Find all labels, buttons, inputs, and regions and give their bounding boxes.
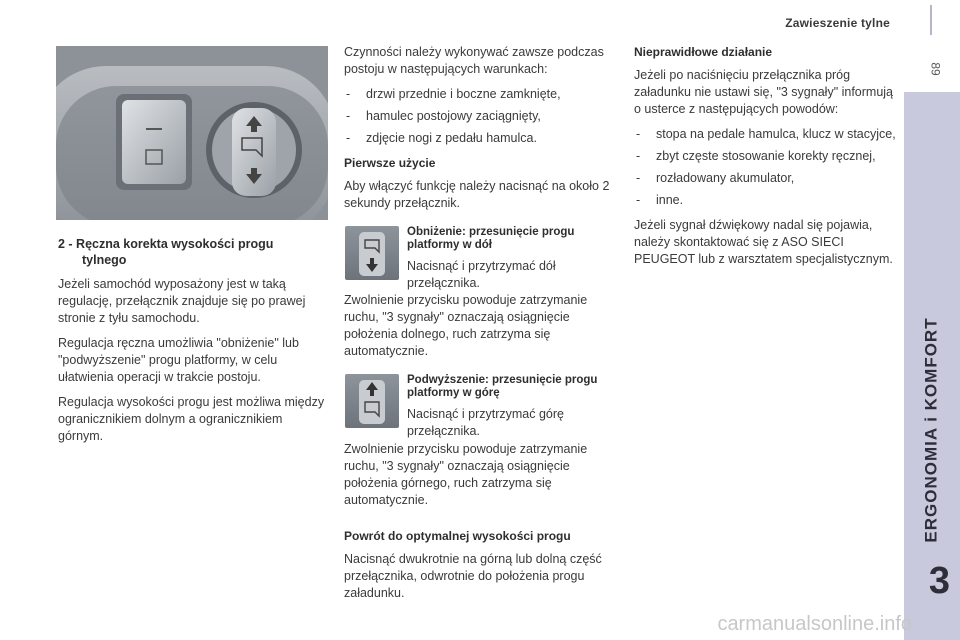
middle-column-top <box>344 44 612 220</box>
list-item: - inne. <box>634 192 898 209</box>
section-heading: 2 - Ręczna korekta wysokości progu tylnego <box>58 237 274 267</box>
paragraph: Regulacja wysokości progu jest możliwa między ogranicznikiem dolnym a ogranicznikiem górnym. <box>58 395 325 443</box>
raise-instructions <box>407 374 612 440</box>
switch-photo <box>56 46 328 220</box>
lower-release: Zwolnienie przycisku powoduje zatrzymanie ruchu, "3 sygnały" oznaczają osiągnięcie położenia dolnego, ruch zatrzyma się automatycznie. <box>344 293 588 358</box>
malfunction-intro: Jeżeli po naciśnięciu przełącznika próg załadunku nie ustawi się, "3 sygnały" informują o usterce z następujących powodów: <box>634 68 894 116</box>
lower-instructions <box>407 226 612 292</box>
first-use-text: Aby włączyć funkcję należy nacisnąć na około 2 sekundy przełącznik. <box>344 179 610 210</box>
chapter-title: ERGONOMIA i KOMFORT <box>922 317 942 543</box>
right-column <box>634 44 898 276</box>
switch-down-thumbnail <box>345 226 399 280</box>
conditions-intro: Czynności należy wykonywać zawsze podczas postoju w następujących warunkach: <box>344 45 604 76</box>
left-column <box>58 276 330 453</box>
raise-text: Nacisnąć i przytrzymać górę przełącznika. <box>407 407 564 438</box>
return-text: Nacisnąć dwukrotnie na górną lub dolną część przełącznika, odwrotnie do położenia progu załadunku. <box>344 552 602 600</box>
list-item: - drzwi przednie i boczne zamknięte, <box>344 86 612 103</box>
paragraph: Regulacja ręczna umożliwia "obniżenie" lub "podwyższenie" progu platformy, w celu ułatwienia operacji w trakcie postoju. <box>58 336 299 384</box>
list-item: - zdjęcie nogi z pedału hamulca. <box>344 130 612 147</box>
raise-title: Podwyższenie: przesunięcie progu platformy w górę <box>407 374 598 399</box>
list-item: - hamulec postojowy zaciągnięty, <box>344 108 612 125</box>
malfunction-title: Nieprawidłowe działanie <box>634 45 773 59</box>
lower-text: Nacisnąć i przytrzymać dół przełącznika. <box>407 259 556 290</box>
page-number: 89 <box>928 62 943 76</box>
return-block <box>344 528 616 610</box>
lower-title: Obniżenie: przesunięcie progu platformy w dół <box>407 226 575 251</box>
return-title: Powrót do optymalnej wysokości progu <box>344 529 571 543</box>
paragraph: Jeżeli samochód wyposażony jest w taką regulację, przełącznik znajduje się po prawej stronie z tyłu samochodu. <box>58 277 306 325</box>
raise-release: Zwolnienie przycisku powoduje zatrzymanie ruchu, "3 sygnały" oznaczają osiągnięcie położenia górnego, ruch zatrzyma się automatycznie. <box>344 442 588 507</box>
header-divider <box>930 5 932 35</box>
list-item: - stopa na pedale hamulca, klucz w stacyjce, <box>634 126 898 143</box>
causes-list <box>634 126 898 209</box>
first-use-title: Pierwsze użycie <box>344 156 436 170</box>
conditions-list <box>344 86 612 147</box>
list-item: - zbyt częste stosowanie korekty ręcznej, <box>634 148 898 165</box>
chapter-number: 3 <box>928 560 950 602</box>
list-item: - rozładowany akumulator, <box>634 170 898 187</box>
switch-up-thumbnail <box>345 374 399 428</box>
malfunction-outro: Jeżeli sygnał dźwiękowy nadal się pojawia, należy skontaktować się z ASO SIECI PEUGEOT lub z warsztatem specjalistycznym. <box>634 218 893 266</box>
watermark: carmanualsonline.info <box>717 613 912 635</box>
section-title: Zawieszenie tylne <box>785 16 890 30</box>
